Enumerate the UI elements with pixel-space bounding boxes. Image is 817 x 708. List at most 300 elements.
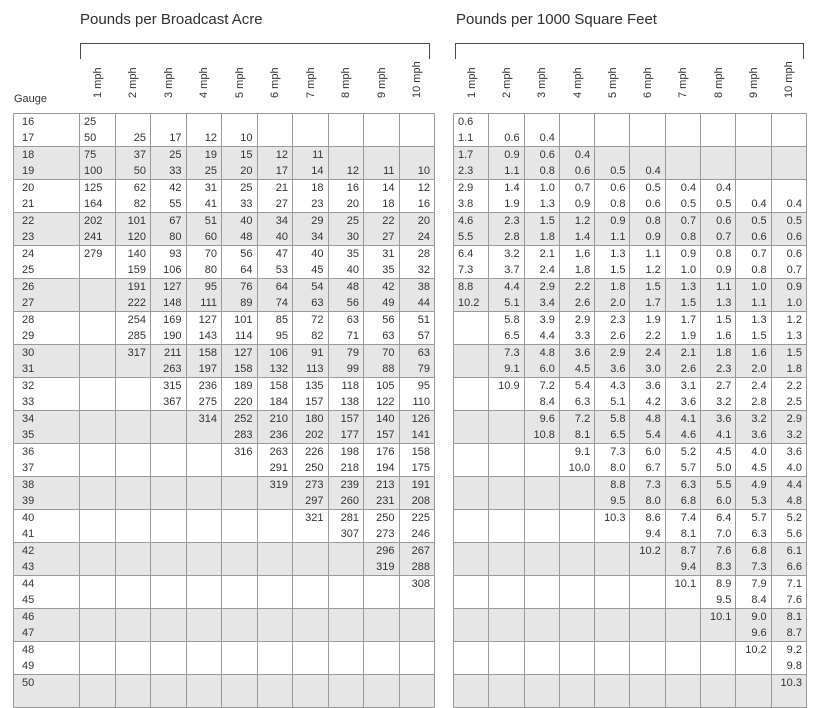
cell-value: 189 [234, 380, 253, 392]
cell-value: 120 [127, 231, 146, 243]
cell-value: 135 [305, 380, 324, 392]
cell-value: 191 [411, 479, 430, 491]
sqft-rate-cell [489, 180, 524, 213]
cell-value: 2.1 [680, 347, 697, 359]
cell-value [258, 691, 289, 707]
cell-value [84, 295, 115, 311]
cell-value: 2.6 [574, 297, 591, 309]
sqft-speed-header [594, 60, 629, 110]
cell-value [489, 642, 519, 658]
sqft-rate-cell [524, 345, 559, 378]
acre-speed-header [328, 60, 364, 110]
sqft-rate-cell [665, 345, 700, 378]
cell-value [400, 147, 431, 163]
cell-value: 49 [382, 297, 395, 309]
cell-value: 20 [346, 198, 359, 210]
sqft-rate-cell [524, 312, 559, 345]
cell-value: 0.9 [716, 264, 732, 276]
cell-value [525, 592, 555, 608]
table-row [454, 444, 807, 477]
cell-value: 80 [204, 264, 217, 276]
cell-value: 88 [382, 363, 395, 375]
sqft-rate-cell [454, 180, 489, 213]
cell-value: 100 [84, 165, 103, 177]
cell-value [489, 691, 519, 707]
cell-value: 1.7 [645, 297, 661, 309]
cell-value: 76 [240, 281, 253, 293]
cell-value: 5.1 [610, 396, 626, 408]
sqft-rate-cell [595, 180, 630, 213]
sqft-rate-cell [665, 543, 700, 576]
cell-value: 49 [22, 660, 35, 672]
cell-value: 285 [127, 330, 146, 342]
cell-value [116, 427, 147, 443]
cell-value [560, 477, 590, 493]
cell-value: 5.2 [786, 512, 802, 524]
acre-rate-cell [151, 147, 187, 180]
sqft-rate-cell [630, 543, 665, 576]
cell-value [595, 147, 625, 163]
cell-value [84, 328, 115, 344]
cell-value: 10 [417, 165, 430, 177]
sqft-rate-cell [559, 180, 594, 213]
cell-value [525, 460, 555, 476]
cell-value [772, 691, 802, 707]
cell-value: 15 [240, 149, 253, 161]
cell-value: 250 [376, 512, 395, 524]
cell-value [222, 658, 253, 674]
sqft-rate-cell [736, 444, 771, 477]
sqft-rate-cell [559, 642, 594, 675]
cell-value [701, 114, 731, 130]
cell-value [151, 114, 182, 130]
cell-value: 8.1 [574, 429, 591, 441]
cell-value: 14 [311, 165, 324, 177]
acre-rate-cell [115, 213, 151, 246]
sqft-rate-cell [595, 642, 630, 675]
cell-value: 32 [22, 380, 35, 392]
cell-value: 2.5 [786, 396, 802, 408]
cell-value [293, 526, 324, 542]
cell-value: 0.9 [574, 198, 591, 210]
sqft-rate-table [453, 113, 807, 708]
acre-speed-header [79, 60, 115, 110]
cell-value: 236 [269, 429, 288, 441]
cell-value: 297 [305, 495, 324, 507]
cell-value [151, 526, 182, 542]
cell-value: 157 [305, 396, 324, 408]
cell-value: 1.9 [645, 314, 661, 326]
acre-rate-cell [186, 246, 222, 279]
sqft-rate-cell [630, 576, 665, 609]
cell-value [666, 114, 696, 130]
gauge-cell [14, 510, 80, 543]
cell-value [258, 130, 289, 146]
cell-value [630, 642, 660, 658]
acre-rate-cell [364, 213, 400, 246]
cell-value [400, 114, 431, 130]
cell-value: 28 [22, 314, 35, 326]
cell-value [84, 262, 115, 278]
cell-value [84, 279, 115, 295]
cell-value: 5.2 [680, 446, 697, 458]
acre-rate-cell [115, 609, 151, 642]
acre-rate-cell [328, 642, 364, 675]
sqft-speed-label: 8 mph [712, 67, 725, 98]
sqft-rate-cell [454, 114, 489, 147]
cell-value: 231 [376, 495, 395, 507]
cell-value [666, 658, 696, 674]
cell-value: 20 [240, 165, 253, 177]
acre-rate-cell [257, 609, 293, 642]
cell-value: 138 [340, 396, 359, 408]
cell-value: 3.4 [539, 297, 555, 309]
cell-value: 89 [240, 297, 253, 309]
cell-value: 4.9 [751, 479, 767, 491]
cell-value [489, 460, 519, 476]
cell-value: 9.8 [786, 660, 802, 672]
sqft-speed-label: 4 mph [571, 67, 584, 98]
cell-value [116, 526, 147, 542]
cell-value [595, 642, 625, 658]
cell-value [364, 642, 395, 658]
sqft-rate-cell [524, 543, 559, 576]
sqft-rate-cell [524, 279, 559, 312]
acre-rate-cell [80, 675, 116, 708]
cell-value [84, 510, 115, 526]
sqft-rate-cell [771, 345, 806, 378]
cell-value: 3.2 [716, 396, 732, 408]
cell-value: 132 [269, 363, 288, 375]
acre-rate-cell [80, 312, 116, 345]
cell-value: 8.1 [786, 611, 802, 623]
sqft-rate-cell [595, 114, 630, 147]
acre-speed-label: 2 mph [127, 67, 140, 98]
sqft-rate-cell [771, 213, 806, 246]
cell-value: 42 [22, 545, 35, 557]
cell-value: 1.3 [751, 314, 767, 326]
cell-value: 5.6 [786, 528, 802, 540]
cell-value: 127 [198, 314, 217, 326]
cell-value: 18 [382, 198, 395, 210]
table-row [14, 312, 435, 345]
cell-value: 2.9 [458, 182, 474, 194]
gauge-header: Gauge [14, 93, 48, 105]
cell-value: 17 [22, 132, 35, 144]
cell-value [525, 609, 555, 625]
sqft-rate-cell [595, 411, 630, 444]
cell-value [560, 526, 590, 542]
cell-value: 281 [340, 512, 359, 524]
cell-value: 6.7 [645, 462, 661, 474]
cell-value [222, 576, 253, 592]
table-row [454, 378, 807, 411]
acre-rate-cell [328, 246, 364, 279]
acre-rate-cell [80, 477, 116, 510]
cell-value: 0.9 [645, 231, 661, 243]
acre-rate-cell [328, 444, 364, 477]
cell-value: 51 [417, 314, 430, 326]
sqft-rate-cell [630, 246, 665, 279]
sqft-rate-cell [665, 477, 700, 510]
cell-value: 2.1 [539, 248, 555, 260]
cell-value [293, 691, 324, 707]
cell-value: 29 [311, 215, 324, 227]
cell-value: 16 [346, 182, 359, 194]
cell-value: 8.6 [645, 512, 661, 524]
cell-value: 140 [127, 248, 146, 260]
sqft-rate-cell [559, 114, 594, 147]
cell-value: 6.3 [574, 396, 591, 408]
acre-speed-header [150, 60, 186, 110]
acre-rate-cell [115, 576, 151, 609]
cell-value [489, 477, 519, 493]
cell-value: 2.3 [458, 165, 474, 177]
cell-value: 319 [376, 561, 395, 573]
cell-value: 2.3 [716, 363, 732, 375]
cell-value [151, 609, 182, 625]
sqft-rate-cell [736, 642, 771, 675]
acre-speed-label: 4 mph [198, 67, 211, 98]
cell-value [736, 691, 766, 707]
cell-value [701, 691, 731, 707]
cell-value [187, 114, 218, 130]
cell-value: 82 [311, 330, 324, 342]
cell-value: 1.1 [458, 132, 474, 144]
acre-rate-cell [293, 411, 329, 444]
sqft-rate-cell [630, 147, 665, 180]
cell-value: 114 [234, 330, 253, 342]
acre-rate-cell [257, 510, 293, 543]
cell-value: 273 [305, 479, 324, 491]
cell-value: 12 [417, 182, 430, 194]
cell-value [151, 642, 182, 658]
sqft-bracket [455, 43, 804, 59]
acre-rate-cell [293, 246, 329, 279]
cell-value [151, 543, 182, 559]
sqft-speed-header [665, 60, 700, 110]
cell-value: 85 [275, 314, 288, 326]
cell-value [458, 345, 488, 361]
cell-value: 0.5 [716, 198, 732, 210]
cell-value: 7.3 [610, 446, 626, 458]
cell-value [151, 592, 182, 608]
cell-value: 80 [169, 231, 182, 243]
cell-value: 3.8 [458, 198, 474, 210]
cell-value: 0.6 [751, 231, 767, 243]
sqft-rate-cell [489, 543, 524, 576]
cell-value [525, 477, 555, 493]
cell-value: 0.4 [786, 198, 802, 210]
cell-value: 93 [169, 248, 182, 260]
table-row [14, 345, 435, 378]
cell-value [400, 625, 431, 641]
cell-value: 7.6 [716, 545, 732, 557]
cell-value [595, 576, 625, 592]
cell-value [525, 526, 555, 542]
acre-rate-cell [186, 510, 222, 543]
cell-value: 10 [240, 132, 253, 144]
acre-rate-cell [151, 444, 187, 477]
acre-rate-cell [293, 114, 329, 147]
sqft-rate-cell [454, 642, 489, 675]
sqft-rate-cell [701, 543, 736, 576]
sqft-rate-cell [559, 345, 594, 378]
table-row [454, 345, 807, 378]
cell-value: 226 [305, 446, 324, 458]
cell-value: 8.8 [610, 479, 626, 491]
cell-value: 5.7 [680, 462, 697, 474]
sqft-rate-cell [701, 675, 736, 708]
sqft-rate-cell [559, 213, 594, 246]
sqft-rate-cell [771, 675, 806, 708]
cell-value: 48 [346, 281, 359, 293]
cell-value [736, 180, 766, 196]
sqft-rate-cell [595, 576, 630, 609]
sqft-rate-cell [454, 444, 489, 477]
cell-value: 9.6 [751, 627, 767, 639]
cell-value [489, 609, 519, 625]
sqft-rate-cell [736, 477, 771, 510]
cell-value: 44 [417, 297, 430, 309]
cell-value: 62 [133, 182, 146, 194]
cell-value: 39 [22, 495, 35, 507]
cell-value [258, 592, 289, 608]
cell-value [293, 642, 324, 658]
cell-value [458, 642, 488, 658]
acre-rate-cell [364, 510, 400, 543]
acre-rate-cell [257, 444, 293, 477]
sqft-rate-cell [524, 180, 559, 213]
cell-value [187, 592, 218, 608]
sqft-rate-cell [665, 147, 700, 180]
cell-value [458, 361, 488, 377]
acre-rate-cell [364, 543, 400, 576]
cell-value: 34 [22, 413, 35, 425]
cell-value: 175 [411, 462, 430, 474]
table-row [454, 114, 807, 147]
sqft-rate-cell [630, 444, 665, 477]
sqft-rate-cell [524, 477, 559, 510]
cell-value: 8.4 [751, 594, 767, 606]
cell-value [701, 642, 731, 658]
cell-value [329, 576, 360, 592]
cell-value: 7.9 [751, 578, 767, 590]
gauge-cell [14, 543, 80, 576]
cell-value [84, 526, 115, 542]
cell-value: 1.5 [751, 330, 767, 342]
cell-value: 317 [127, 347, 146, 359]
cell-value: 8.8 [458, 281, 474, 293]
acre-rate-cell [80, 345, 116, 378]
sqft-speed-label: 9 mph [748, 67, 761, 98]
acre-rate-cell [364, 576, 400, 609]
cell-value [400, 592, 431, 608]
cell-value [329, 609, 360, 625]
cell-value [293, 658, 324, 674]
cell-value: 158 [234, 363, 253, 375]
cell-value: 141 [411, 429, 430, 441]
cell-value [701, 658, 731, 674]
acre-rate-cell [222, 411, 258, 444]
acre-speed-header [115, 60, 151, 110]
cell-value: 25 [169, 149, 182, 161]
cell-value: 4.8 [786, 495, 802, 507]
acre-rate-cell [80, 510, 116, 543]
cell-value [329, 559, 360, 575]
cell-value: 1.2 [645, 264, 661, 276]
cell-value: 4.0 [786, 462, 802, 474]
cell-value: 9.6 [539, 413, 555, 425]
acre-rate-cell [80, 543, 116, 576]
cell-value [187, 543, 218, 559]
sqft-rate-cell [736, 411, 771, 444]
cell-value [293, 675, 324, 691]
sqft-speed-header [735, 60, 770, 110]
acre-rate-cell [399, 213, 435, 246]
cell-value [458, 510, 488, 526]
cell-value: 191 [127, 281, 146, 293]
cell-value: 158 [269, 380, 288, 392]
cell-value: 43 [22, 561, 35, 573]
acre-rate-cell [222, 345, 258, 378]
sqft-rate-cell [736, 213, 771, 246]
cell-value [666, 147, 696, 163]
cell-value: 5.4 [574, 380, 591, 392]
sqft-rate-cell [736, 345, 771, 378]
cell-value: 25 [84, 116, 97, 128]
cell-value [560, 592, 590, 608]
cell-value [630, 559, 660, 575]
cell-value [458, 592, 488, 608]
cell-value [84, 444, 115, 460]
sqft-rate-cell [771, 642, 806, 675]
cell-value [525, 658, 555, 674]
table-row [454, 576, 807, 609]
cell-value: 30 [346, 231, 359, 243]
cell-value [666, 163, 696, 179]
cell-value: 314 [198, 413, 217, 425]
cell-value: 273 [376, 528, 395, 540]
cell-value: 0.5 [645, 182, 661, 194]
cell-value: 17 [169, 132, 182, 144]
cell-value [293, 576, 324, 592]
cell-value [772, 147, 802, 163]
cell-value [329, 543, 360, 559]
sqft-rate-cell [595, 543, 630, 576]
cell-value: 3.6 [645, 380, 661, 392]
cell-value [116, 460, 147, 476]
cell-value: 0.6 [645, 198, 661, 210]
cell-value [458, 477, 488, 493]
acre-rate-cell [80, 576, 116, 609]
sqft-rate-cell [595, 213, 630, 246]
cell-value: 32 [417, 264, 430, 276]
cell-value [84, 312, 115, 328]
cell-value: 11 [383, 165, 395, 177]
cell-value: 26 [22, 281, 35, 293]
sqft-rate-cell [771, 114, 806, 147]
cell-value [116, 576, 147, 592]
sqft-rate-cell [736, 279, 771, 312]
cell-value: 17 [275, 165, 288, 177]
sqft-rate-cell [665, 444, 700, 477]
acre-speed-header [399, 60, 435, 110]
sqft-rate-cell [701, 180, 736, 213]
sqft-rate-cell [524, 411, 559, 444]
acre-rate-cell [257, 345, 293, 378]
cell-value: 23 [22, 231, 35, 243]
